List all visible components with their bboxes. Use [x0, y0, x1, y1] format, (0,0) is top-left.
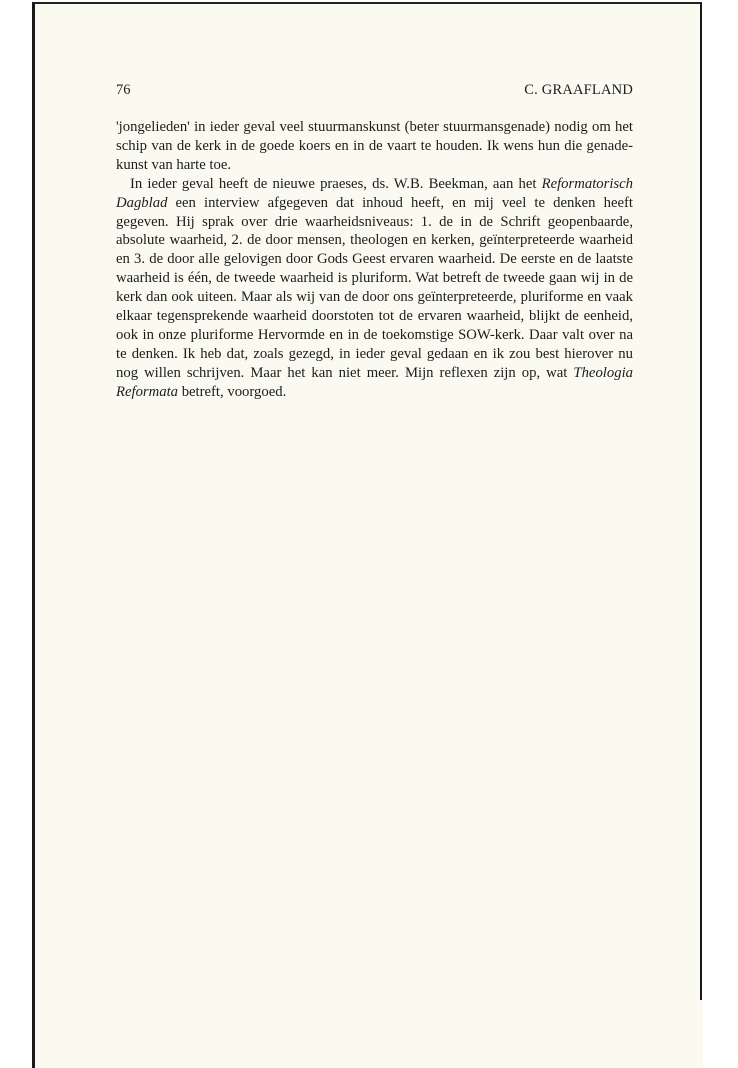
paragraph-text: een interview afgegeven dat inhoud heeft, en mij veel te denken heeft gegeven. Hij sprak over drie waarheidsniveaus: 1. de in de Schrift geopenbaarde, absolute waarheid, 2. de door mensen, theologen en kerken, geïnterpreteerde waarheid en 3. de door alle gelovigen door Gods Geest ervaren waarheid. De eerste en de laatste waarheid is één, de tweede waarheid is pluriform. Wat betreft de tweede gaan wij in de kerk dan ook uiteen. Maar als wij van de door ons geïnterpreteerde, pluriforme en vaak elkaar tegensprekende waarheid doorstoten tot de ervaren waarheid, blijkt de eenheid, ook in onze pluriforme Hervormde en in de toekomstige SOW-kerk. Daar valt over na te denken. Ik heb dat, zoals gezegd, in ieder geval gedaan en ik zou best hierover nu nog willen schrijven. Maar het kan niet meer. Mijn reflexen zijn op, wat	[116, 194, 633, 381]
paragraph-text: In ieder geval heeft de nieuwe praeses, ds. W.B. Beekman, aan het	[130, 175, 542, 192]
paragraph	[116, 175, 633, 402]
page-number: 76	[116, 82, 131, 98]
italic-title-reformatorisch-dagblad: Reformatorisch Dagblad	[116, 175, 633, 211]
body-text	[116, 118, 633, 402]
paragraph	[116, 118, 633, 175]
page-header	[116, 82, 633, 102]
paragraph-text: betreft, voorgoed.	[178, 383, 287, 400]
italic-title-theologia-reformata: Theologia Reformata	[116, 364, 633, 400]
page-edge-gap	[700, 1000, 703, 1068]
running-head-author: C. GRAAFLAND	[524, 82, 633, 98]
paragraph-text: 'jongelieden' in ieder geval veel stuurmanskunst (beter stuurmansgenade) nodig om het schip van de kerk in de goede koers en in de vaart te houden. Ik wens hun die genade-kunst van harte toe.	[116, 119, 633, 173]
